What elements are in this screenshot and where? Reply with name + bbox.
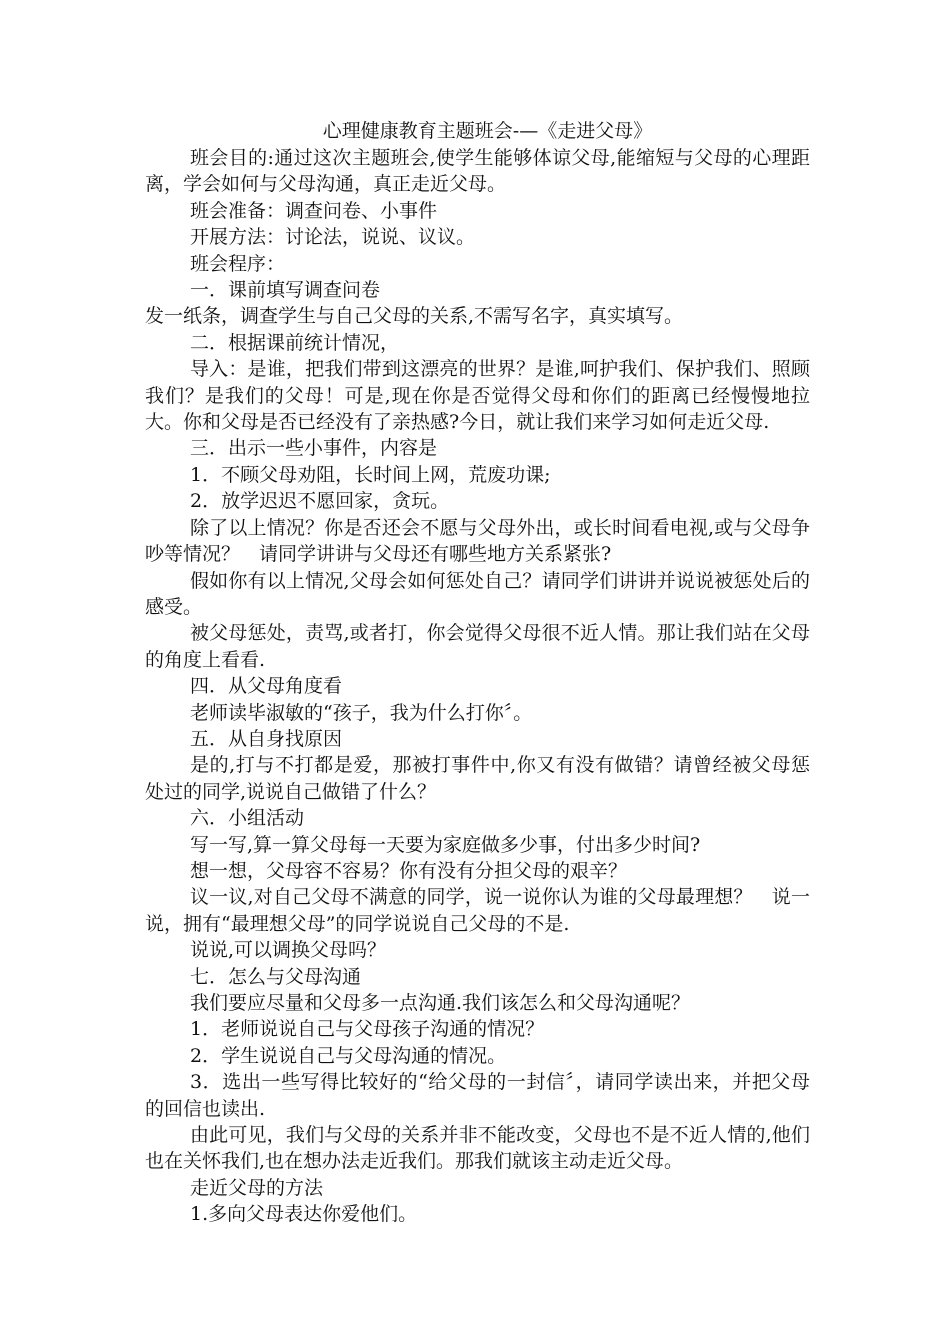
- paragraph-text: 老师读毕淑敏的“孩子，我为什么打你〞。: [190, 701, 533, 724]
- list-item: 3．选出一些写得比较好的“给父母的一封信〞，请同学读出来，并把父母的回信也读出.: [145, 1071, 810, 1120]
- document-body: [145, 118, 810, 1228]
- paragraph-text: 由此可见，我们与父母的关系并非不能改变，父母也不是不近人情的,他们也在关怀我们,也在想办法走近我们。那我们就该主动走近父母。: [145, 1124, 810, 1173]
- paragraph-purpose: 班会目的:通过这次主题班会,使学生能够体谅父母,能缩短与父母的心理距离，学会如何与父母沟通，真正走近父母。: [145, 147, 810, 196]
- list-item: 1.多向父母表达你爱他们。: [190, 1203, 418, 1226]
- paragraph-subheading: 走近父母的方法: [190, 1176, 324, 1199]
- paragraph-text: 是的,打与不打都是爱，那被打事件中,你又有没有做错？请曾经被父母惩处过的同学,说说自己做错了什么？: [145, 754, 810, 803]
- document-title: 心理健康教育主题班会-—《走进父母》: [322, 120, 653, 142]
- paragraph-text: 除了以上情况？你是否还会不愿与父母外出，或长时间看电视,或与父母争吵等情况？ 请同学讲讲与父母还有哪些地方关系紧张?: [145, 516, 810, 566]
- section-heading-4: 四．从父母角度看: [190, 675, 343, 698]
- paragraph-text: 被父母惩处，责骂,或者打，你会觉得父母很不近人情。那让我们站在父母的角度上看看.: [145, 622, 810, 671]
- paragraph-preparation: 班会准备：调查问卷、小事件: [190, 199, 438, 222]
- section-heading-1: 一．课前填写调查问卷: [190, 279, 381, 302]
- paragraph-text: 说说,可以调换父母吗？: [190, 939, 387, 962]
- section-heading-5: 五．从自身找原因: [190, 727, 343, 750]
- paragraph-text: 我们要应尽量和父母多一点沟通.我们该怎么和父母沟通呢？: [190, 992, 691, 1014]
- section-heading-2: 二．根据课前统计情况，: [190, 331, 400, 354]
- paragraph-procedure-heading: 班会程序：: [190, 252, 286, 275]
- list-item: 2．学生说说自己与父母沟通的情况。: [190, 1044, 507, 1067]
- section-heading-3: 三．出示一些小事件，内容是: [190, 437, 438, 460]
- paragraph-text: 假如你有以上情况,父母会如何惩处自己？请同学们讲讲并说说被惩处后的感受。: [145, 569, 810, 618]
- section-heading-6: 六．小组活动: [190, 807, 305, 830]
- paragraph-survey: 发一纸条，调查学生与自己父母的关系,不需写名字，真实填写。: [145, 305, 684, 328]
- paragraph-text: 议一议,对自己父母不满意的同学，说一说你认为谁的父母最理想？ 说一说，拥有“最理想父母”的同学说说自己父母的不是.: [145, 886, 810, 935]
- paragraph-text: 写一写,算一算父母每一天要为家庭做多少事，付出多少时间?: [190, 833, 701, 856]
- paragraph-intro: 导入：是谁，把我们带到这漂亮的世界？是谁,呵护我们、保护我们、照顾我们？是我们的父母！可是,现在你是否觉得父母和你们的距离已经慢慢地拉大。你和父母是否已经没有了亲热感?今日，就让我们来学习如何走近父母.: [145, 358, 810, 434]
- paragraph-text: 想一想，父母容不容易？你有没有分担父母的艰辛？: [190, 859, 628, 882]
- section-heading-7: 七．怎么与父母沟通: [190, 965, 362, 988]
- list-item: 1．不顾父母劝阻，长时间上网，荒废功课;: [190, 463, 551, 486]
- list-item: 2．放学迟迟不愿回家，贪玩。: [190, 490, 450, 513]
- paragraph-method: 开展方法：讨论法，说说、议议。: [190, 226, 476, 249]
- list-item: 1．老师说说自己与父母孩子沟通的情况？: [190, 1018, 545, 1041]
